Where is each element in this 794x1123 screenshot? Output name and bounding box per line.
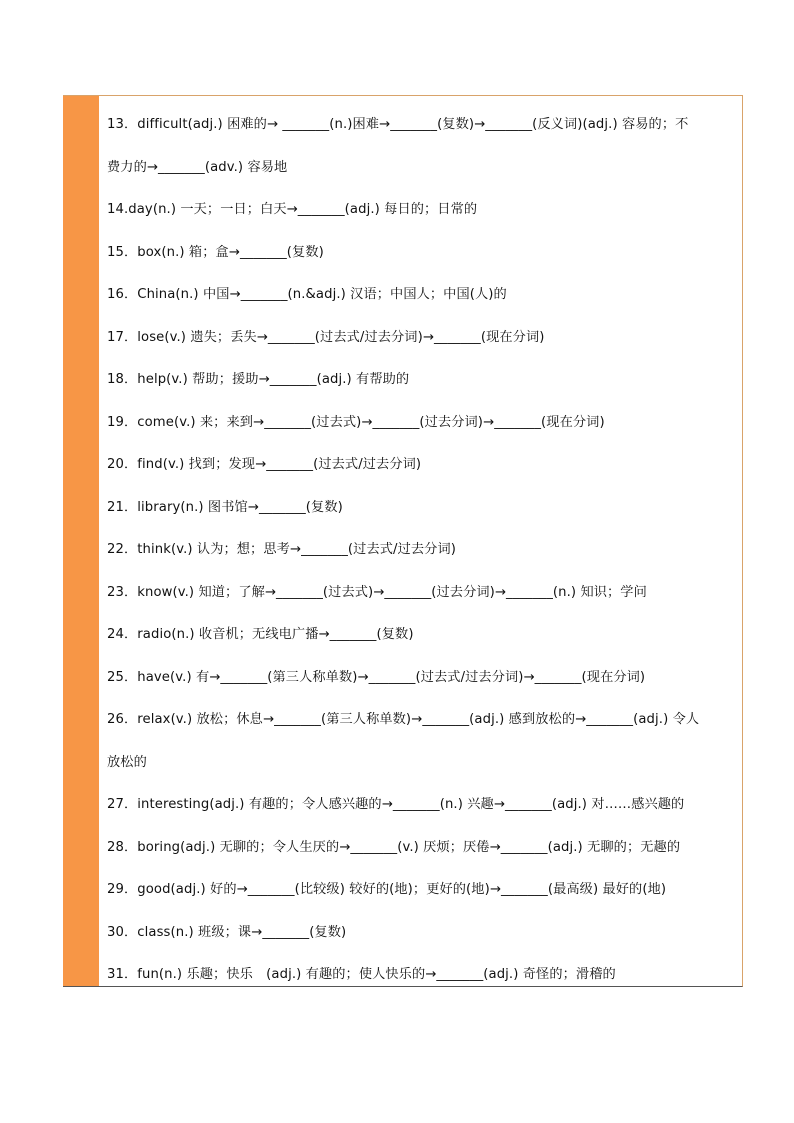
exercise-line: 27．interesting(adj.) 有趣的；令人感兴趣的→_______(n.) 兴趣→_______(adj.) 对……感兴趣的	[107, 797, 685, 812]
exercise-line: 23．know(v.) 知道；了解→_______(过去式)→_______(过去分词)→_______(n.) 知识；学问	[107, 584, 647, 600]
exercise-line: 15．box(n.) 箱；盒→_______(复数)	[107, 244, 324, 260]
exercise-line: 28．boring(adj.) 无聊的；令人生厌的→_______(v.) 厌烦；厌倦→_______(adj.) 无聊的；无趣的	[107, 839, 681, 855]
exercise-line: 29．good(adj.) 好的→_______(比较级) 较好的(地)；更好的(地)→_______(最高级) 最好的(地)	[107, 882, 667, 897]
exercise-line: 21．library(n.) 图书馆→_______(复数)	[107, 499, 343, 515]
exercise-table	[63, 95, 743, 987]
exercise-content	[107, 104, 736, 997]
orange-side-bar	[63, 96, 99, 986]
exercise-line: 费力的→_______(adv.) 容易地	[107, 159, 288, 175]
exercise-line: 22．think(v.) 认为；想；思考→_______(过去式/过去分词)	[107, 542, 456, 557]
exercise-line: 26．relax(v.) 放松；休息→_______(第三人称单数)→_______(adj.) 感到放松的→_______(adj.) 令人	[107, 712, 700, 727]
exercise-line: 13．difficult(adj.) 困难的→ _______(n.)困难→_______(复数)→_______(反义词)(adj.) 容易的；不	[107, 117, 689, 132]
exercise-line: 16．China(n.) 中国→_______(n.&adj.) 汉语；中国人；中国(人)的	[107, 287, 507, 302]
exercise-line: 放松的	[107, 754, 147, 770]
exercise-line: 24．radio(n.) 收音机；无线电广播→_______(复数)	[107, 627, 414, 642]
exercise-line: 30．class(n.) 班级；课→_______(复数)	[107, 924, 347, 940]
exercise-line: 18．help(v.) 帮助；援助→_______(adj.) 有帮助的	[107, 372, 410, 387]
exercise-line: 20．find(v.) 找到；发现→_______(过去式/过去分词)	[107, 457, 422, 472]
exercise-line: 25．have(v.) 有→_______(第三人称单数)→_______(过去式/过去分词)→_______(现在分词)	[107, 669, 646, 685]
exercise-line: 19．come(v.) 来；来到→_______(过去式)→_______(过去分词)→_______(现在分词)	[107, 414, 605, 430]
exercise-line: 31．fun(n.) 乐趣；快乐 (adj.) 有趣的；使人快乐的→_______(adj.) 奇怪的；滑稽的	[107, 967, 616, 982]
exercise-line: 14.day(n.) 一天；一日；白天→_______(adj.) 每日的；日常的	[107, 202, 478, 217]
exercise-line: 17．lose(v.) 遗失；丢失→_______(过去式/过去分词)→_______(现在分词)	[107, 329, 545, 345]
